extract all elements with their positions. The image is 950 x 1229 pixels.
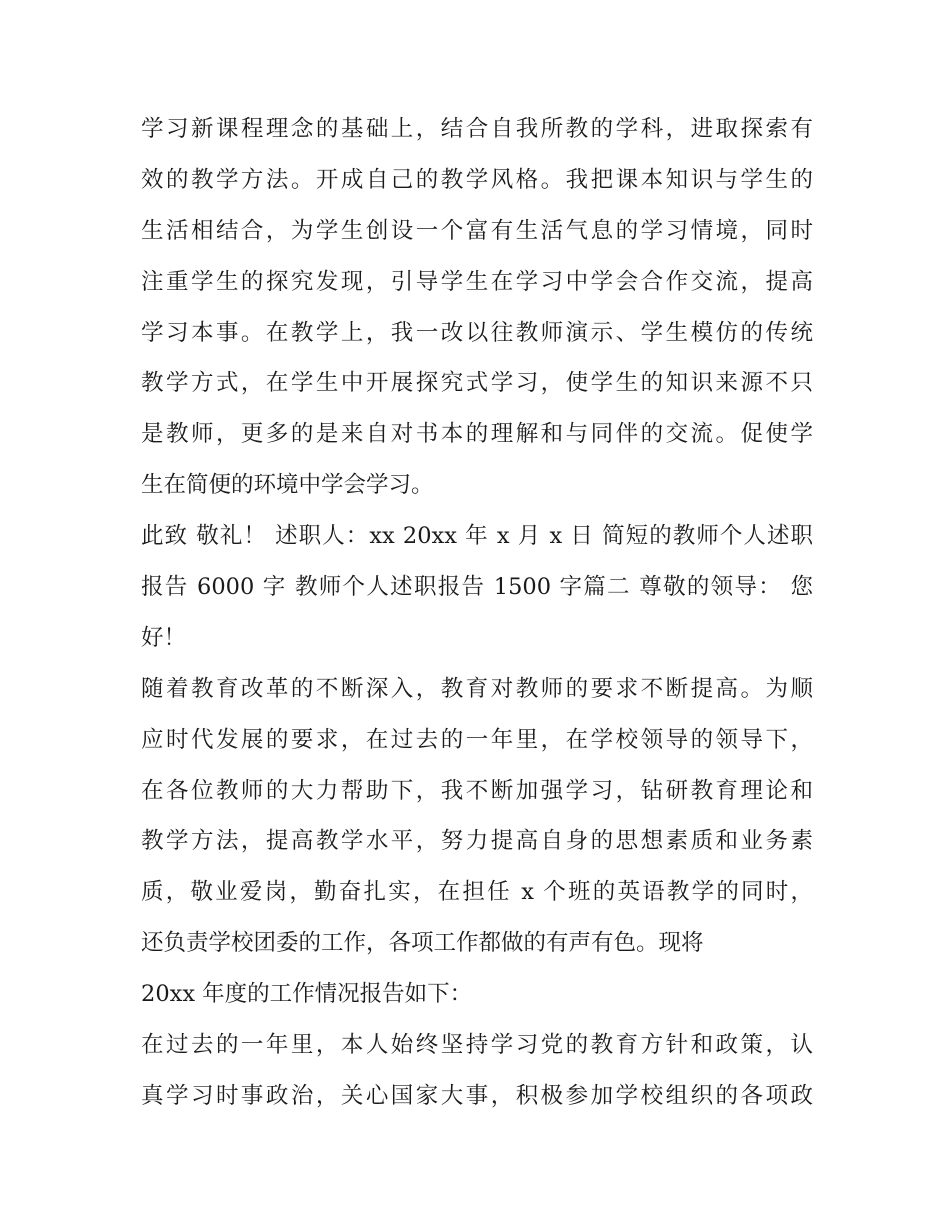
text-line: 注重学生的探究发现，引导学生在学习中学会合作交流，提高: [141, 268, 813, 295]
text-line: 效的教学方法。开成自己的教学风格。我把课本知识与学生的: [141, 166, 813, 193]
text-line: 是教师，更多的是来自对书本的理解和与同伴的交流。促使学: [141, 421, 813, 448]
text-line: 生在简便的环境中学会学习。: [141, 472, 434, 499]
text-line: 学习本事。在教学上，我一改以往教师演示、学生模仿的传统: [141, 319, 813, 346]
text-line: 在各位教师的大力帮助下，我不断加强学习，钻研教育理论和: [141, 777, 813, 804]
text-line: 在过去的一年里，本人始终坚持学习党的教育方针和政策，认: [141, 1032, 813, 1059]
text-line: 此致 敬礼！ 述职人：xx 20xx 年 x 月 x 日 简短的教师个人述职: [141, 523, 813, 550]
text-line: 教学方法，提高教学水平，努力提高自身的思想素质和业务素: [141, 828, 813, 855]
text-line: 学习新课程理念的基础上，结合自我所教的学科，进取探索有: [141, 116, 813, 142]
text-line: 教学方式，在学生中开展探究式学习，使学生的知识来源不只: [141, 370, 813, 397]
text-line: 20xx 年度的工作情况报告如下：: [141, 981, 473, 1008]
text-line: 质，敬业爱岗，勤奋扎实，在担任 x 个班的英语教学的同时，: [141, 879, 813, 906]
document-body: [141, 104, 813, 1122]
text-line: 报告 6000 字 教师个人述职报告 1500 字篇二 尊敬的领导： 您: [141, 574, 813, 601]
text-line: 应时代发展的要求，在过去的一年里，在学校领导的领导下，: [141, 726, 813, 753]
text-line: 生活相结合，为学生创设一个富有生活气息的学习情境，同时: [141, 217, 813, 244]
text-line: 还负责学校团委的工作，各项工作都做的有声有色。现将: [141, 930, 704, 957]
text-line: 好！: [141, 624, 187, 651]
text-line: 真学习时事政治，关心国家大事，积极参加学校组织的各项政: [141, 1082, 813, 1109]
text-line: 随着教育改革的不断深入，教育对教师的要求不断提高。为顺: [141, 675, 813, 702]
